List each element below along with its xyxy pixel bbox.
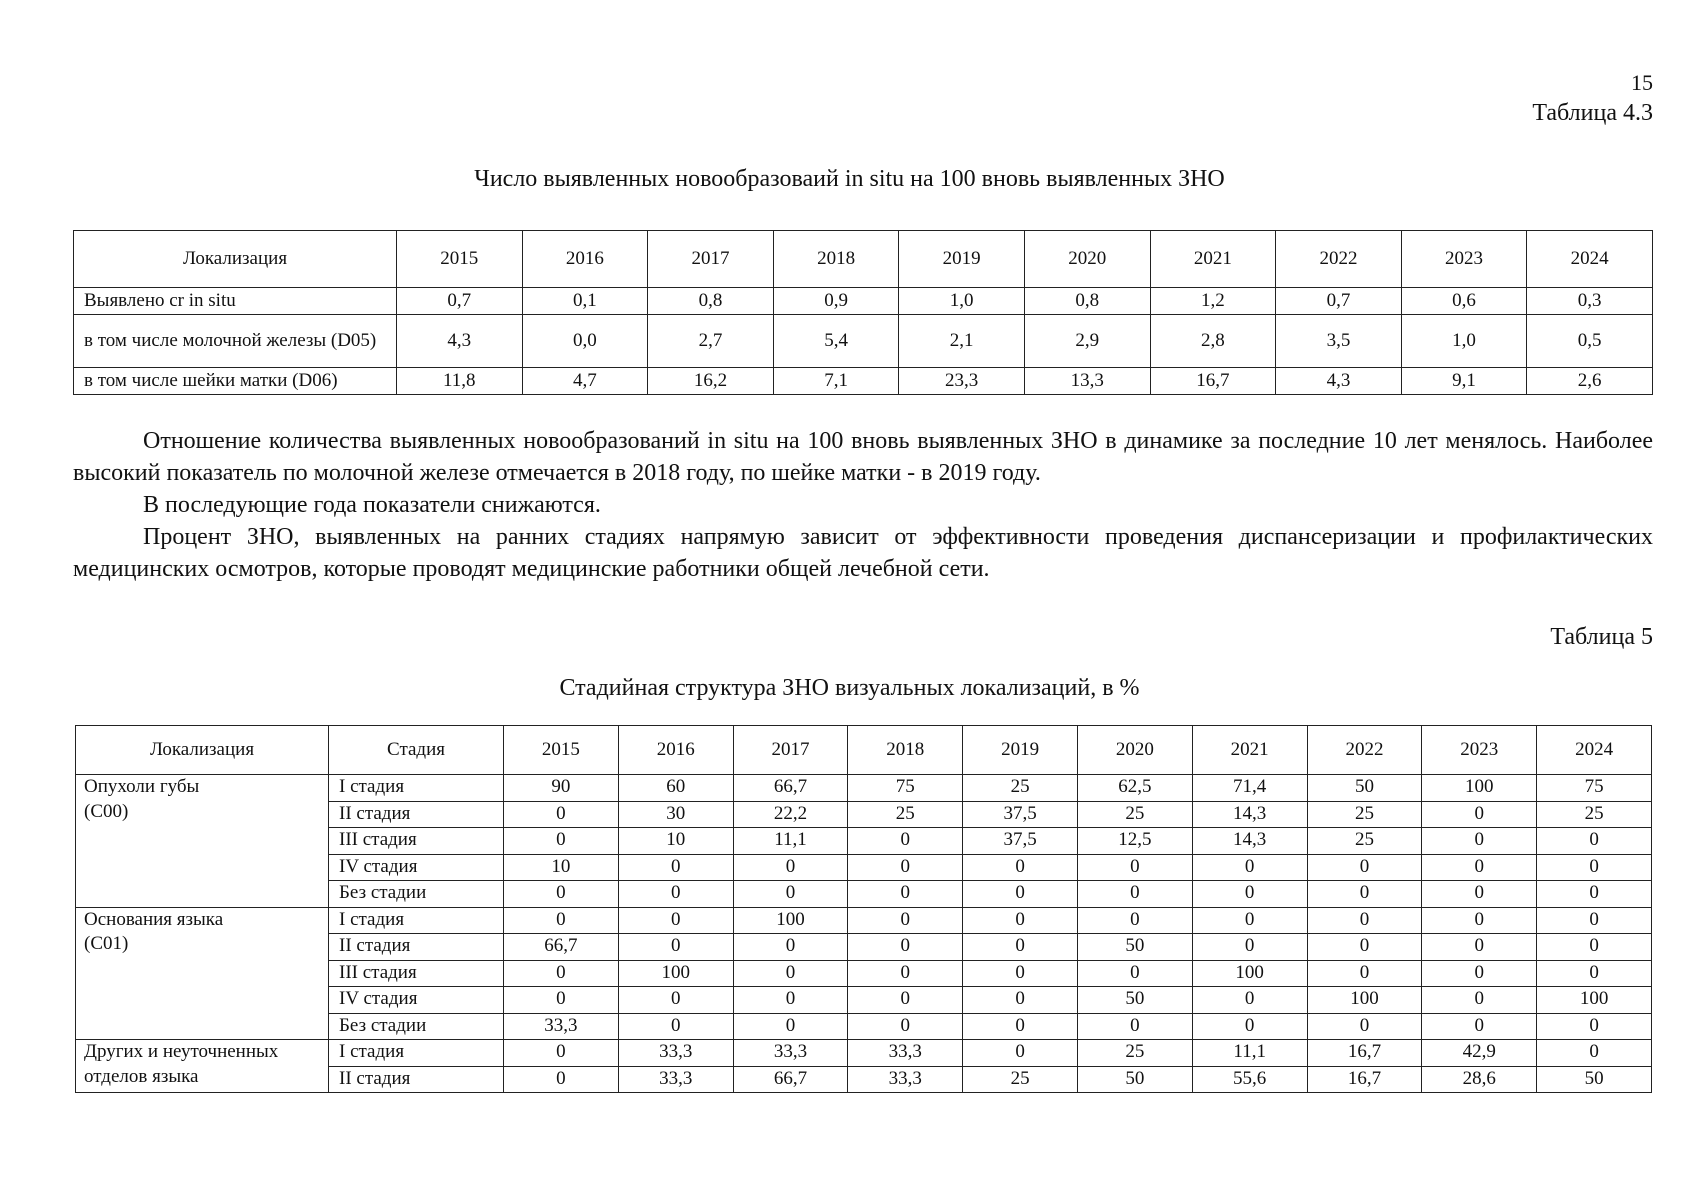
value-cell: 0,1 [522, 288, 648, 315]
value-cell: 0 [504, 1040, 619, 1067]
stage-cell: Без стадии [329, 1013, 504, 1040]
stage-cell: IV стадия [329, 854, 504, 881]
value-cell: 0 [963, 987, 1078, 1014]
value-cell: 0 [618, 1013, 733, 1040]
value-cell: 33,3 [618, 1040, 733, 1067]
value-cell: 0 [963, 1013, 1078, 1040]
value-cell: 0,0 [522, 315, 648, 368]
value-cell: 0,9 [773, 288, 899, 315]
value-cell: 0 [848, 828, 963, 855]
value-cell: 0 [1537, 828, 1652, 855]
value-cell: 0 [1422, 907, 1537, 934]
value-cell: 0 [1077, 854, 1192, 881]
value-cell: 100 [1192, 960, 1307, 987]
row-label-cell: Выявлено cr in situ [74, 288, 397, 315]
value-cell: 0 [1192, 934, 1307, 961]
value-cell: 0 [1307, 907, 1422, 934]
localization-name: Основания языка [84, 908, 224, 930]
value-cell: 0 [1422, 987, 1537, 1014]
value-cell: 66,7 [733, 775, 848, 802]
localization-name: Опухоли губы [84, 776, 200, 797]
header-cell: 2021 [1192, 726, 1307, 775]
localization-cell [76, 1040, 329, 1093]
value-cell: 25 [1307, 828, 1422, 855]
value-cell: 12,5 [1077, 828, 1192, 855]
value-cell: 75 [1537, 775, 1652, 802]
value-cell: 0 [963, 881, 1078, 908]
value-cell: 2,9 [1024, 315, 1150, 368]
value-cell: 0 [1537, 1013, 1652, 1040]
value-cell: 0 [733, 881, 848, 908]
value-cell: 0,6 [1401, 288, 1527, 315]
header-cell: 2020 [1077, 726, 1192, 775]
value-cell: 0 [1307, 1013, 1422, 1040]
value-cell: 2,1 [899, 315, 1025, 368]
stage-cell: Без стадии [329, 881, 504, 908]
header-cell: Локализация [74, 231, 397, 288]
value-cell: 0 [618, 854, 733, 881]
value-cell: 0,3 [1527, 288, 1653, 315]
value-cell: 0 [1422, 1013, 1537, 1040]
table-row [76, 907, 1652, 934]
value-cell: 50 [1537, 1066, 1652, 1093]
value-cell: 2,7 [648, 315, 774, 368]
value-cell: 0 [1422, 934, 1537, 961]
table-row [74, 288, 1653, 315]
value-cell: 0 [963, 907, 1078, 934]
value-cell: 1,0 [1401, 315, 1527, 368]
value-cell: 0 [1537, 960, 1652, 987]
stage-cell: III стадия [329, 960, 504, 987]
value-cell: 0 [1422, 881, 1537, 908]
value-cell: 100 [733, 907, 848, 934]
value-cell: 0 [848, 960, 963, 987]
value-cell: 0 [1307, 960, 1422, 987]
value-cell: 25 [963, 775, 1078, 802]
header-cell: 2021 [1150, 231, 1276, 288]
paragraph: Процент ЗНО, выявленных на ранних стадиях напрямую зависит от эффективности проведения диспансеризации и профилактических медицинских осмотров, которые проводят медицинские работники общей лечебной сети. [73, 524, 1653, 582]
value-cell: 0 [1192, 987, 1307, 1014]
stage-structure-table [75, 725, 1652, 1093]
value-cell: 10 [618, 828, 733, 855]
value-cell: 0 [848, 1013, 963, 1040]
value-cell: 25 [1307, 801, 1422, 828]
value-cell: 0 [504, 960, 619, 987]
value-cell: 0 [504, 828, 619, 855]
value-cell: 0 [963, 854, 1078, 881]
value-cell: 11,1 [1192, 1040, 1307, 1067]
value-cell: 0 [1537, 907, 1652, 934]
value-cell: 2,8 [1150, 315, 1276, 368]
stage-cell: IV стадия [329, 987, 504, 1014]
value-cell: 33,3 [848, 1040, 963, 1067]
value-cell: 4,3 [1276, 368, 1402, 395]
localization-code: отделов языка [84, 1065, 199, 1087]
localization-cell [76, 907, 329, 1040]
header-cell: 2023 [1401, 231, 1527, 288]
table-4-3-label: Таблица 4.3 [1532, 100, 1653, 126]
row-label-cell: в том числе шейки матки (D06) [74, 368, 397, 395]
header-cell: Локализация [76, 726, 329, 775]
header-cell: 2019 [899, 231, 1025, 288]
table-row [76, 775, 1652, 802]
value-cell: 50 [1077, 934, 1192, 961]
value-cell: 0 [1192, 854, 1307, 881]
value-cell: 37,5 [963, 828, 1078, 855]
header-cell: 2015 [504, 726, 619, 775]
value-cell: 66,7 [733, 1066, 848, 1093]
value-cell: 60 [618, 775, 733, 802]
row-label-cell: в том числе молочной железы (D05) [74, 315, 397, 368]
value-cell: 30 [618, 801, 733, 828]
value-cell: 37,5 [963, 801, 1078, 828]
header-cell: Стадия [329, 726, 504, 775]
value-cell: 0 [963, 1040, 1078, 1067]
value-cell: 0,8 [1024, 288, 1150, 315]
table-5-label: Таблица 5 [1550, 624, 1653, 650]
value-cell: 0,7 [1276, 288, 1402, 315]
value-cell: 0 [1537, 934, 1652, 961]
value-cell: 100 [618, 960, 733, 987]
value-cell: 0 [618, 987, 733, 1014]
value-cell: 25 [848, 801, 963, 828]
value-cell: 42,9 [1422, 1040, 1537, 1067]
table-header-row [76, 726, 1652, 775]
paragraph: Отношение количества выявленных новообразований in situ на 100 вновь выявленных ЗНО в динамике за последние 10 лет менялось. Наиболее высокий показатель по молочной железе отмечается в 2018 году, по шейке матки - в 2019 году. [73, 428, 1653, 486]
value-cell: 4,7 [522, 368, 648, 395]
localization-code: (С00) [84, 800, 129, 822]
value-cell: 22,2 [733, 801, 848, 828]
value-cell: 0 [1537, 854, 1652, 881]
value-cell: 0 [733, 987, 848, 1014]
value-cell: 14,3 [1192, 801, 1307, 828]
header-cell: 2024 [1527, 231, 1653, 288]
value-cell: 100 [1537, 987, 1652, 1014]
value-cell: 33,3 [618, 1066, 733, 1093]
value-cell: 28,6 [1422, 1066, 1537, 1093]
header-cell: 2015 [397, 231, 523, 288]
header-cell: 2017 [648, 231, 774, 288]
value-cell: 0 [1077, 881, 1192, 908]
value-cell: 13,3 [1024, 368, 1150, 395]
value-cell: 66,7 [504, 934, 619, 961]
stage-cell: II стадия [329, 1066, 504, 1093]
value-cell: 62,5 [1077, 775, 1192, 802]
value-cell: 11,8 [397, 368, 523, 395]
value-cell: 2,6 [1527, 368, 1653, 395]
localization-cell [76, 775, 329, 908]
table-row [74, 368, 1653, 395]
value-cell: 14,3 [1192, 828, 1307, 855]
value-cell: 0 [504, 881, 619, 908]
table-4-3-caption: Число выявленных новообразоваий in situ на 100 вновь выявленных ЗНО [474, 166, 1225, 192]
stage-cell: II стадия [329, 934, 504, 961]
header-cell: 2024 [1537, 726, 1652, 775]
stage-cell: I стадия [329, 775, 504, 802]
value-cell: 7,1 [773, 368, 899, 395]
value-cell: 0 [1307, 934, 1422, 961]
value-cell: 75 [848, 775, 963, 802]
value-cell: 0 [1422, 960, 1537, 987]
value-cell: 0 [1192, 907, 1307, 934]
header-cell: 2020 [1024, 231, 1150, 288]
value-cell: 0 [1537, 881, 1652, 908]
value-cell: 25 [1077, 1040, 1192, 1067]
value-cell: 0 [1077, 907, 1192, 934]
value-cell: 50 [1307, 775, 1422, 802]
value-cell: 0 [733, 854, 848, 881]
value-cell: 33,3 [504, 1013, 619, 1040]
value-cell: 33,3 [733, 1040, 848, 1067]
value-cell: 0 [963, 960, 1078, 987]
value-cell: 33,3 [848, 1066, 963, 1093]
paragraph: В последующие года показатели снижаются. [143, 492, 601, 518]
table-header-row [74, 231, 1653, 288]
value-cell: 0 [1422, 828, 1537, 855]
header-cell: 2022 [1276, 231, 1402, 288]
value-cell: 0 [848, 881, 963, 908]
value-cell: 16,7 [1150, 368, 1276, 395]
value-cell: 0 [1307, 854, 1422, 881]
table-row [76, 1040, 1652, 1067]
value-cell: 3,5 [1276, 315, 1402, 368]
header-cell: 2016 [618, 726, 733, 775]
table-5-caption: Стадийная структура ЗНО визуальных локализаций, в % [559, 675, 1140, 701]
value-cell: 0,8 [648, 288, 774, 315]
value-cell: 100 [1307, 987, 1422, 1014]
header-cell: 2016 [522, 231, 648, 288]
in-situ-table [73, 230, 1653, 395]
header-cell: 2017 [733, 726, 848, 775]
page-number: 15 [1631, 70, 1653, 95]
value-cell: 0 [618, 934, 733, 961]
value-cell: 0 [848, 854, 963, 881]
value-cell: 9,1 [1401, 368, 1527, 395]
value-cell: 11,1 [733, 828, 848, 855]
value-cell: 0,5 [1527, 315, 1653, 368]
header-cell: 2023 [1422, 726, 1537, 775]
value-cell: 25 [1537, 801, 1652, 828]
value-cell: 0 [618, 881, 733, 908]
value-cell: 0 [733, 960, 848, 987]
value-cell: 0,7 [397, 288, 523, 315]
stage-cell: I стадия [329, 1040, 504, 1067]
value-cell: 0 [1307, 881, 1422, 908]
body-text [73, 425, 1653, 585]
value-cell: 0 [504, 987, 619, 1014]
value-cell: 5,4 [773, 315, 899, 368]
value-cell: 0 [504, 801, 619, 828]
value-cell: 16,7 [1307, 1066, 1422, 1093]
value-cell: 0 [1422, 801, 1537, 828]
value-cell: 0 [1077, 1013, 1192, 1040]
value-cell: 0 [963, 934, 1078, 961]
value-cell: 4,3 [397, 315, 523, 368]
value-cell: 50 [1077, 1066, 1192, 1093]
value-cell: 0 [848, 987, 963, 1014]
localization-code: (С01) [84, 933, 129, 955]
value-cell: 0 [1192, 881, 1307, 908]
stage-cell: I стадия [329, 907, 504, 934]
value-cell: 23,3 [899, 368, 1025, 395]
value-cell: 0 [733, 934, 848, 961]
value-cell: 0 [504, 907, 619, 934]
value-cell: 0 [1077, 960, 1192, 987]
value-cell: 0 [504, 1066, 619, 1093]
header-cell: 2019 [963, 726, 1078, 775]
value-cell: 71,4 [1192, 775, 1307, 802]
value-cell: 25 [1077, 801, 1192, 828]
value-cell: 0 [1537, 1040, 1652, 1067]
table-row [74, 315, 1653, 368]
value-cell: 0 [618, 907, 733, 934]
header-cell: 2022 [1307, 726, 1422, 775]
value-cell: 50 [1077, 987, 1192, 1014]
value-cell: 55,6 [1192, 1066, 1307, 1093]
header-cell: 2018 [848, 726, 963, 775]
value-cell: 25 [963, 1066, 1078, 1093]
value-cell: 0 [733, 1013, 848, 1040]
value-cell: 0 [848, 907, 963, 934]
value-cell: 1,2 [1150, 288, 1276, 315]
value-cell: 10 [504, 854, 619, 881]
stage-cell: II стадия [329, 801, 504, 828]
value-cell: 0 [848, 934, 963, 961]
header-cell: 2018 [773, 231, 899, 288]
value-cell: 16,7 [1307, 1040, 1422, 1067]
localization-name: Других и неуточненных [84, 1041, 279, 1062]
value-cell: 90 [504, 775, 619, 802]
value-cell: 1,0 [899, 288, 1025, 315]
value-cell: 100 [1422, 775, 1537, 802]
value-cell: 0 [1422, 854, 1537, 881]
stage-cell: III стадия [329, 828, 504, 855]
value-cell: 0 [1192, 1013, 1307, 1040]
value-cell: 16,2 [648, 368, 774, 395]
